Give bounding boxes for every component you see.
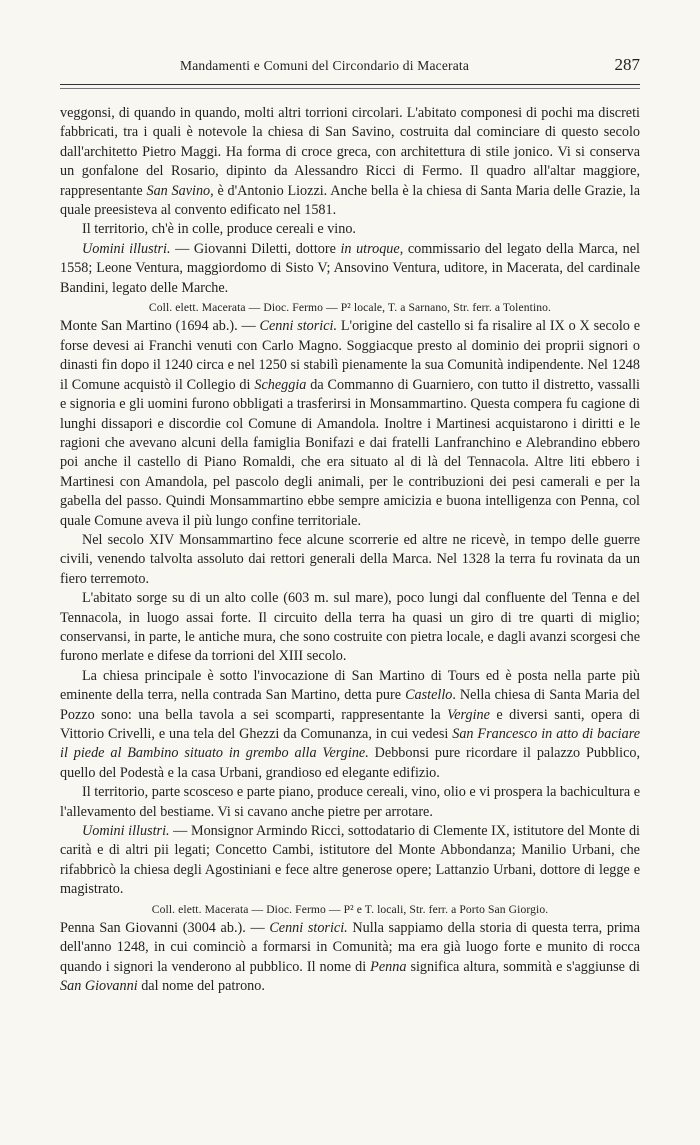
paragraph: veggonsi, di quando in quando, molti altri torrioni circolari. L'abitato componesi di pochi ma discreti fabbricati, tra i quali è notevole la chiesa di San Savino, costruita dal cominciare di questo secolo dall'architetto Pietro Maggi. Ha forma di croce greca, con architettura di stile jonico. Vi si conserva un gonfalone del Rosario, dipinto da Alessandro Ricci di Fermo. Il quadro all'altar maggiore, rappresentante San Savino, è d'Antonio Liozzi. Anche bella è la chiesa di Santa Maria delle Grazie, la quale preesisteva al convento edificato nel 1581. xyxy=(60,105,640,219)
paragraph: Il territorio, ch'è in colle, produce cereali e vino. xyxy=(82,221,356,238)
page-number: 287 xyxy=(614,55,640,74)
entry-heading: Monte San Martino (1694 ab.). — xyxy=(60,318,260,335)
header-title: Mandamenti e Comuni del Circondario di Macerata xyxy=(180,58,470,73)
collegio-note: Coll. elett. Macerata — Dioc. Fermo — P² locale, T. a Sarnano, Str. ferr. a Tolentino. xyxy=(148,301,552,315)
paragraph: Uomini illustri. — Giovanni Diletti, dottore in utroque, commissario del legato della Marca, nel 1558; Leone Ventura, maggiordomo di Sisto V; Ansovino Ventura, uditore, in Macerata, del cardinale Bandini, legato delle Marche. xyxy=(60,240,640,296)
body-text xyxy=(60,104,640,997)
paragraph: Uomini illustri. — Monsignor Armindo Ricci, sottodatario di Clemente IX, istitutore del Monte di carità e di altri pii legati; Concetto Cambi, istitutore del Monte Abbondanza; Manilio Urbani, che rifabbricò la chiesa degli Agostiniani e fece altre generose opere; Lattanzio Urbani, dottore di legge e magistrato. xyxy=(60,823,640,898)
running-header xyxy=(60,54,640,80)
collegio-note: Coll. elett. Macerata — Dioc. Fermo — P² e T. locali, Str. ferr. a Porto San Giorgio. xyxy=(151,902,549,916)
paragraph: Il territorio, parte scosceso e parte piano, produce cereali, vino, olio e vi prospera la bachicultura e l'allevamento del bestiame. Vi si cavano anche pietre per arrotare. xyxy=(60,784,640,820)
paragraph: Penna San Giovanni (3004 ab.). — Cenni storici. Nulla sappiamo della storia di questa terra, prima dell'anno 1248, in cui cominciò a formarsi in Comunità; ma era già luogo forte e munito di rocca quando i signori la venderono al pubblico. Il nome di Penna significa altura, sommità e s'aggiunse di San Giovanni dal nome del patrono. xyxy=(60,920,640,995)
paragraph: Nel secolo XIV Monsammartino fece alcune scorrerie ed altre ne ricevè, in tempo delle guerre civili, venendo talvolta assoluto dai rettori generali della Marca. Nel 1328 la terra fu rovinata da un fiero terremoto. xyxy=(60,531,640,587)
header-rule-thin xyxy=(60,88,640,89)
entry-heading: Penna San Giovanni (3004 ab.). — xyxy=(60,920,270,937)
header-rule xyxy=(60,84,640,85)
paragraph: La chiesa principale è sotto l'invocazione di San Martino di Tours ed è posta nella parte più eminente della terra, nella contrada San Martino, detta pure Castello. Nella chiesa di Santa Maria del Pozzo sono: una bella tavola a sei scomparti, rappresentante la Vergine e diversi santi, opera di Vittorio Crivelli, e una tela del Ghezzi da Comunanza, in cui vedesi San Francesco in atto di baciare il piede al Bambino situato in grembo alla Vergine. Debbonsi pure ricordare il palazzo Pubblico, quello del Podestà e la casa Urbani, grandioso ed elegante edifizio. xyxy=(60,667,641,781)
paragraph: Monte San Martino (1694 ab.). — Cenni storici. L'origine del castello si fa risalire al IX o X secolo e forse devesi ai Franchi venuti con Carlo Magno. Soggiacque presto al dominio dei proprii signori o dinasti fin dopo il 1240 circa e nel 1250 si stabilì pienamente la sua Comunità indipendente. Nel 1248 il Comune acquistò il Collegio di Scheggia da Commanno di Guarniero, con tutto il distretto, vassalli e signoria e gli uomini furono obbligati a trasferirsi in Monsammartino. Questa compera fu cagione di lunghi dissapori e discordie col Comune di Amandola. Inoltre i Martinesi acquistarono i diritti e le ragioni che avevano alcuni della famiglia Bonifazi e dai fratelli Lanfranchino e Alebrandino ebbero poi anche il castello di Piano Romaldi, che era situato al di là del Tennacola. Altre liti ebbero i Martinesi con Amandola, pel pascolo degli animali, per le contribuzioni dei pesi camerali e per la gabella del passo. Quindi Monsammartino ebbe sempre amicizia e buona intelligenza con Penna, col quale Comune aveva il più lungo confine territoriale. xyxy=(60,318,640,529)
paragraph: L'abitato sorge su di un alto colle (603 m. sul mare), poco lungi dal confluente del Tenna e del Tennacola, in luogo assai forte. Il circuito della terra ha quasi un giro di tre quarti di miglio; conservansi, in parte, le antiche mura, che sono costruite con pietra locale, e dagli avanzi scorgesi che furono merlate e difese da torrioni del XIII secolo. xyxy=(60,590,640,665)
